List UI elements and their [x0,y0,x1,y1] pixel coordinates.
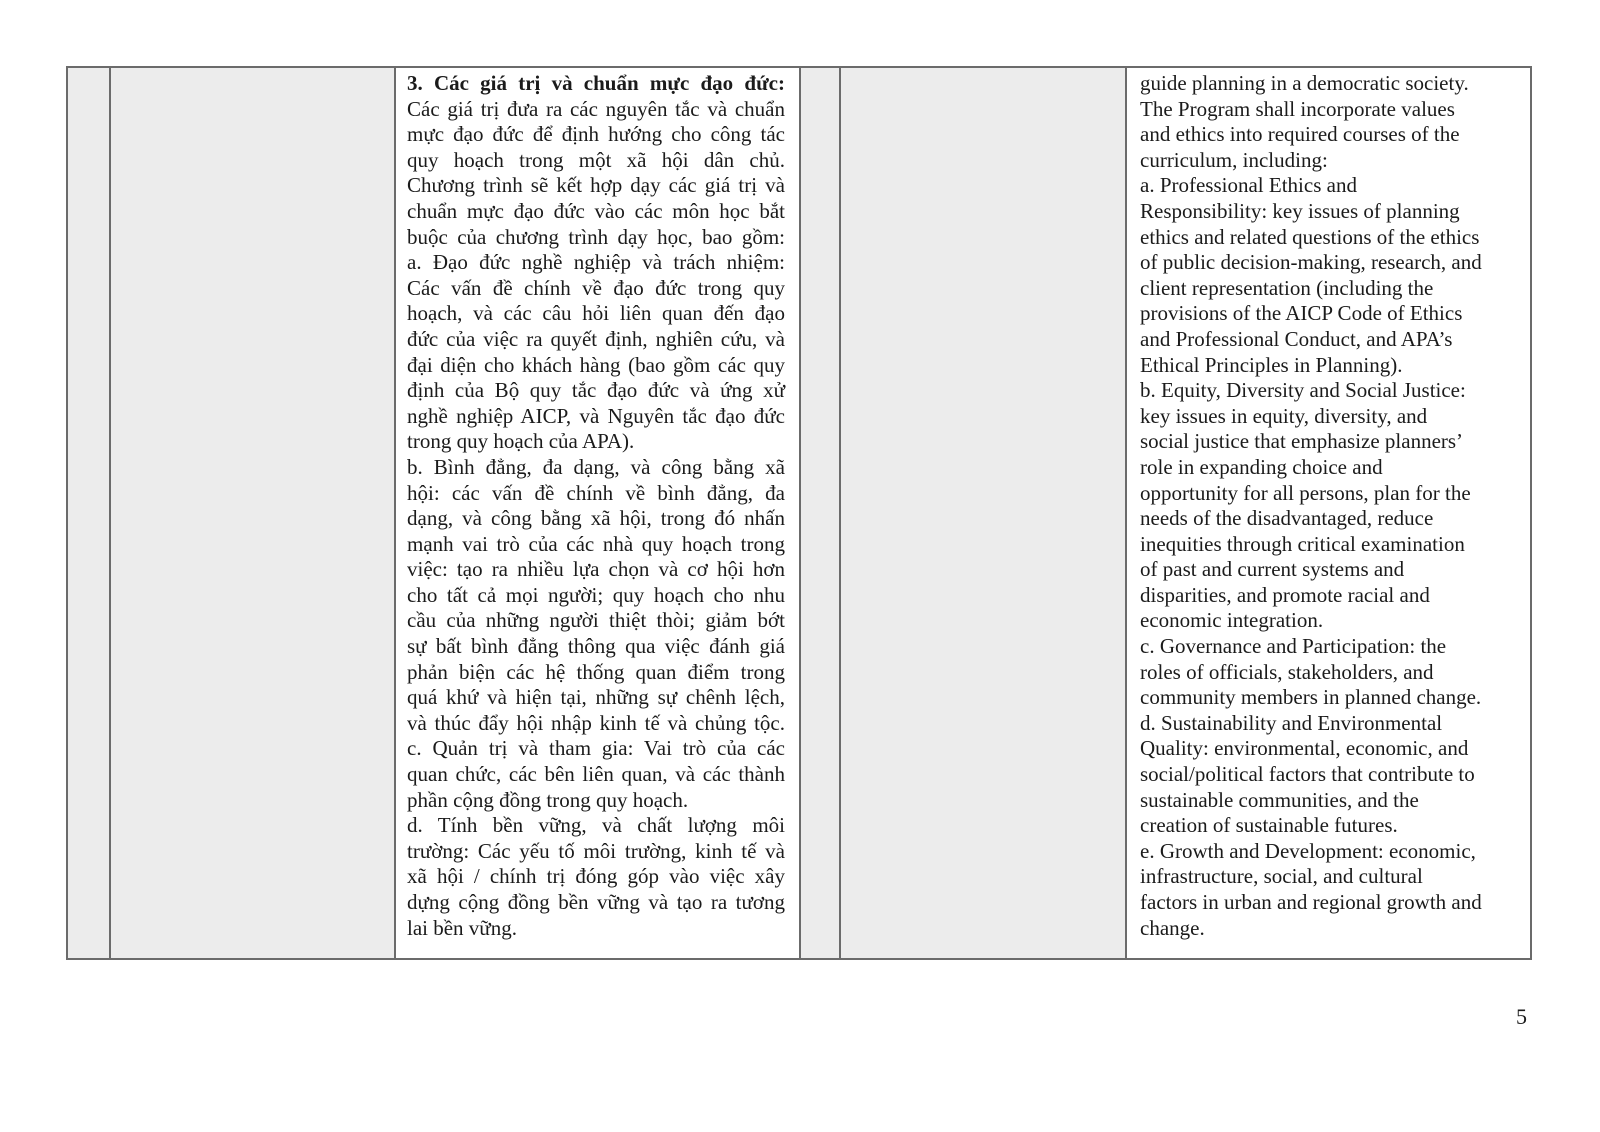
english-text-cell [1127,68,1522,958]
text-line: Chương trình sẽ kết hợp dạy các giá trị và [407,173,785,198]
text-line: dạng, và công bằng xã hội, trong đó nhấn [407,506,785,531]
text-line: inequities through critical examination [1140,531,1465,556]
text-line: sự bất bình đẳng thông qua việc đánh giá [407,634,785,659]
text-line: infrastructure, social, and cultural [1140,864,1423,889]
text-line: và thúc đẩy hội nhập kinh tế và chủng tộc. [407,710,785,735]
text-line: social justice that emphasize planners’ [1140,429,1464,454]
text-line: roles of officials, stakeholders, and [1140,659,1434,684]
text-line: đức của việc ra quyết định, nghiên cứu, và [407,326,785,351]
vietnamese-paragraph [407,97,785,251]
text-line: d. Tính bền vững, và chất lượng môi [407,813,785,838]
table-cell-spacer-narrow-middle [801,68,841,958]
text-line: xã hội / chính trị đóng góp vào việc xây [407,864,785,889]
text-line: lai bền vững. [407,915,517,940]
text-line: Quality: environmental, economic, and [1140,736,1469,761]
text-line: provisions of the AICP Code of Ethics [1140,301,1463,326]
text-line: Responsibility: key issues of planning [1140,198,1460,223]
text-line: of past and current systems and [1140,557,1405,582]
text-line: Các giá trị đưa ra các nguyên tắc và chuẩn [407,96,785,121]
text-line: chuẩn mực đạo đức vào các môn học bắt [407,198,785,223]
text-line: curriculum, including: [1140,147,1328,172]
vietnamese-paragraph [407,813,785,941]
table-cell-spacer-wide-middle [841,68,1127,958]
text-line: key issues in equity, diversity, and [1140,403,1428,428]
text-line: b. Equity, Diversity and Social Justice: [1140,378,1466,403]
text-line: phần cộng đồng trong quy hoạch. [407,787,689,812]
text-line: định của Bộ quy tắc đạo đức và ứng xử [407,378,785,403]
vietnamese-paragraph [407,71,785,97]
text-line: sustainable communities, and the [1140,787,1419,812]
text-line: Ethical Principles in Planning). [1140,352,1403,377]
text-line: quy hoạch trong một xã hội dân chủ. [407,147,785,172]
text-line: community members in planned change. [1140,685,1482,710]
vietnamese-paragraph [407,250,785,455]
text-line: đại diện cho khách hàng (bao gồm các quy [407,352,785,377]
text-line: factors in urban and regional growth and [1140,890,1482,914]
text-line: buộc của chương trình dạy học, bao gồm: [407,224,785,249]
text-line: cầu của những người thiệt thòi; giảm bớt [407,608,785,633]
text-line: c. Quản trị và tham gia: Vai trò của các [407,736,785,761]
text-line: role in expanding choice and [1140,454,1383,479]
text-line: e. Growth and Development: economic, [1140,838,1476,863]
text-line: social/political factors that contribute to [1140,762,1475,787]
page-number: 5 [1516,1004,1527,1029]
text-line: needs of the disadvantaged, reduce [1140,506,1434,531]
text-line: c. Governance and Participation: the [1140,634,1447,659]
text-line: mực đạo đức để định hướng cho công tác [407,122,785,147]
vietnamese-paragraph [407,736,785,813]
text-line: b. Bình đẳng, đa dạng, và công bằng xã [407,454,785,479]
text-line: 3. Các giá trị và chuẩn mực đạo đức: [407,71,785,95]
text-line: creation of sustainable futures. [1140,813,1398,838]
text-line: Các vấn đề chính về đạo đức trong quy [407,275,785,300]
text-line: quan chức, các bên liên quan, và các thành [407,762,785,787]
vietnamese-paragraph [407,455,785,737]
text-line: opportunity for all persons, plan for the [1140,480,1471,505]
text-line: The Program shall incorporate values [1140,96,1455,121]
text-line: of public decision-making, research, and [1140,250,1482,275]
text-line: client representation (including the [1140,275,1434,300]
text-line: change. [1140,915,1205,940]
text-line: phản biện các hệ thống quan điểm trong [407,659,785,684]
document-table [66,66,1532,960]
text-line: d. Sustainability and Environmental [1140,710,1443,735]
text-line: a. Đạo đức nghề nghiệp và trách nhiệm: [407,250,785,275]
text-line: hoạch, và các câu hỏi liên quan đến đạo [407,301,785,326]
text-line: economic integration. [1140,608,1324,633]
text-line: quá khứ và hiện tại, những sự chênh lệch, [407,685,785,710]
text-line: mạnh vai trò của các nhà quy hoạch trong [407,531,785,556]
text-line: and ethics into required courses of the [1140,122,1460,147]
text-line: hội: các vấn đề chính về bình đẳng, đa [407,480,785,505]
text-line: trường: Các yếu tố môi trường, kinh tế và [407,838,785,863]
text-line: nghề nghiệp AICP, và Nguyên tắc đạo đức [407,403,785,428]
text-line: ethics and related questions of the ethics [1140,224,1480,249]
table-cell-spacer-wide-left [111,68,396,958]
text-line: guide planning in a democratic society. [1140,71,1469,95]
text-line: cho tất cả mọi người; quy hoạch cho nhu [407,582,785,607]
text-line: trong quy hoạch của APA). [407,429,635,454]
table-cell-spacer-narrow-left [68,68,111,958]
text-line: disparities, and promote racial and [1140,582,1430,607]
text-line: and Professional Conduct, and APA’s [1140,326,1453,351]
text-line: việc: tạo ra nhiều lựa chọn và cơ hội hơn [407,557,785,582]
text-line: a. Professional Ethics and [1140,173,1357,198]
vietnamese-text-cell [396,68,801,958]
text-line: dựng cộng đồng bền vững và tạo ra tương [407,890,785,914]
